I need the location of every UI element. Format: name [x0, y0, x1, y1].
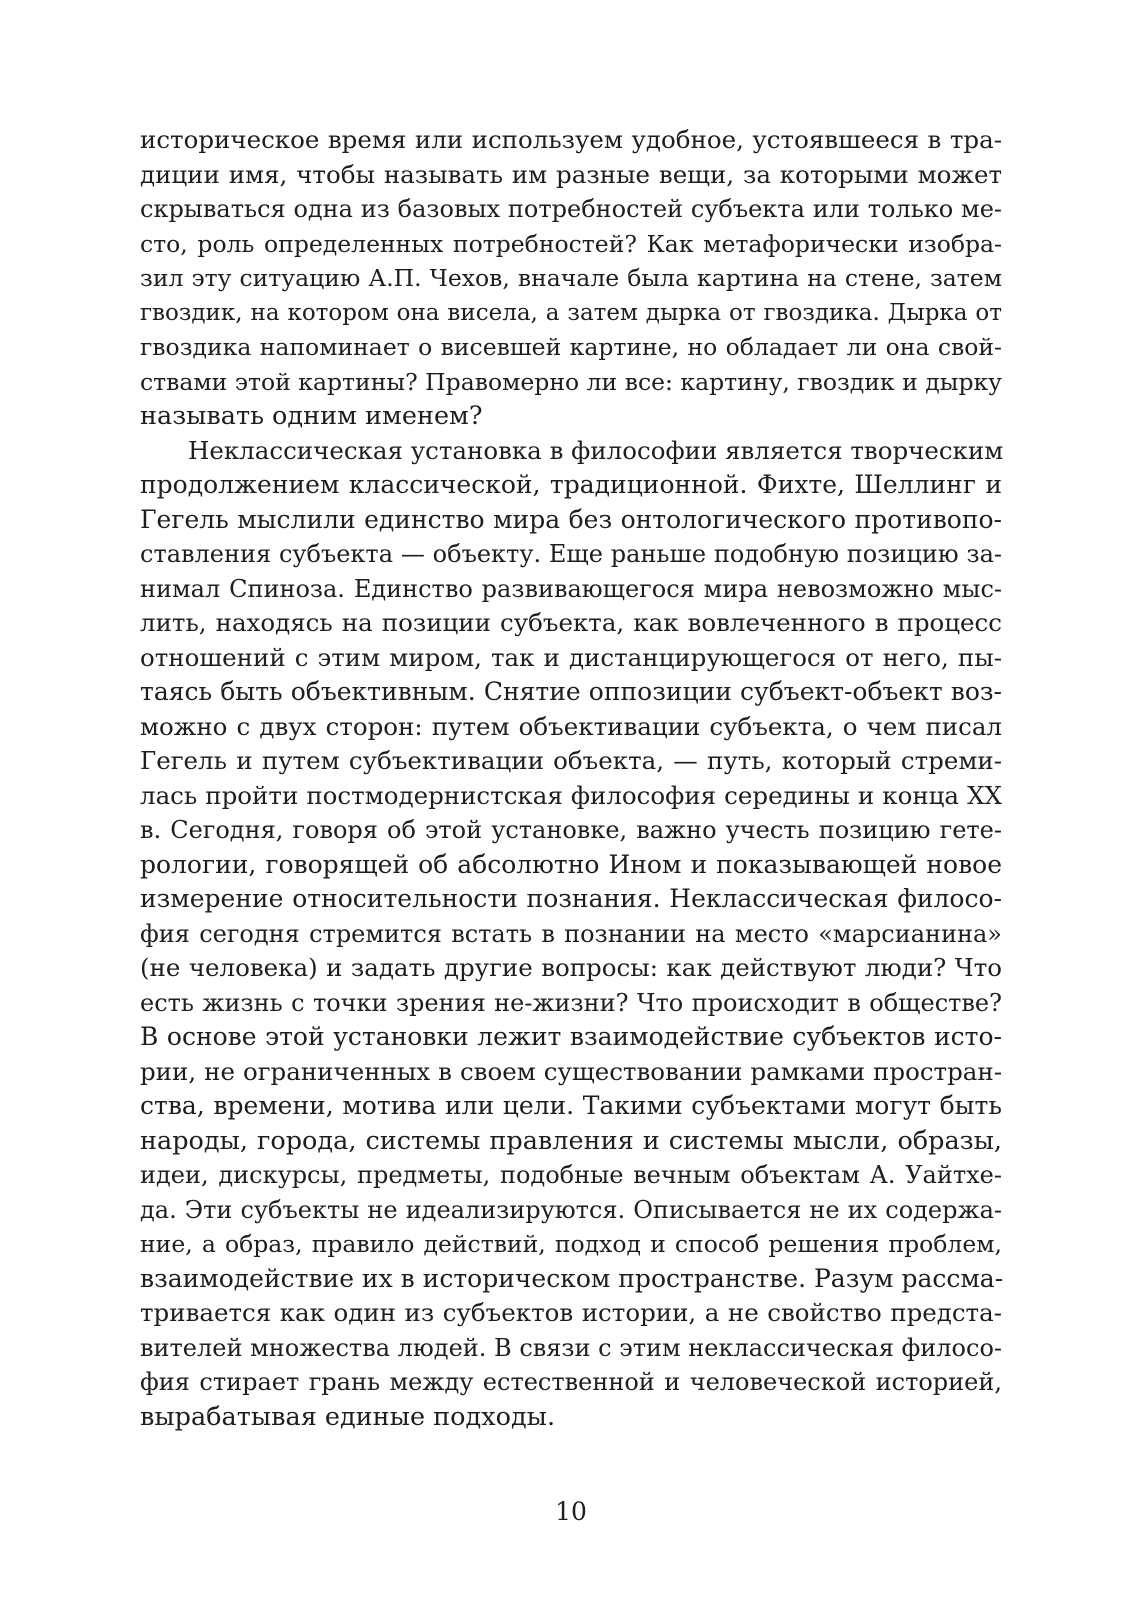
text-line: взаимодействие их в историческом пространстве. Разум рассма- [140, 1263, 1004, 1293]
text-line: вырабатывая единые подходы. [140, 1401, 556, 1432]
text-line: ние, а образ, правило действий, подход и способ решения проблем, [140, 1230, 1002, 1258]
text-line: называть одним именем? [140, 401, 483, 431]
text-line: измерение относительности познания. Неклассическая филосо- [140, 884, 1002, 913]
text-line: гвоздик, на котором она висела, а затем дырка от гвоздика. Дырка от [140, 299, 1002, 326]
paragraph-2 [140, 434, 1002, 1435]
text-line: фия сегодня стремится встать в познании на место «марсианина» [140, 919, 1002, 948]
text-line: скрываться одна из базовых потребностей субъекта или только ме- [140, 195, 1002, 223]
text-line: лить, находясь на позиции субъекта, как вовлеченного в процесс [140, 608, 1002, 637]
text-line: рии, не ограниченных в своем существовании рамками простран- [140, 1056, 1002, 1086]
text-line: можно с двух сторон: путем объективации субъекта, о чем писал [140, 711, 1002, 741]
text-line: продолжением классической, традиционной. Фихте, Шеллинг и [140, 470, 1002, 499]
text-line: нимал Спиноза. Единство развивающегося мира невозможно мыс- [140, 574, 1002, 603]
text-line: тривается как один из субъектов истории, а не свойство предста- [140, 1298, 1002, 1327]
text-line: Неклассическая установка в философии является творческим [188, 435, 1004, 465]
text-line: сто, роль определенных потребностей? Как метафорически изобра- [140, 229, 1002, 258]
text-line: ства, времени, мотива или цели. Такими субъектами могут быть [140, 1091, 1002, 1120]
text-line: зил эту ситуацию А.П. Чехов, вначале была картина на стене, затем [140, 264, 1002, 292]
text-line: да. Эти субъекты не идеализируются. Описывается не их содержа- [140, 1195, 1002, 1224]
text-line: лась пройти постмодернистская философия середины и конца XX [140, 780, 1002, 810]
page-body [140, 123, 1002, 1434]
text-line: ставления субъекта — объекту. Еще раньше подобную позицию за- [140, 540, 1002, 568]
text-line: отношений с этим миром, так и дистанцирующегося от него, пы- [140, 642, 1002, 672]
text-line: Гегель мыслили единство мира без онтологического противопо- [140, 504, 1002, 534]
text-line: народы, города, системы правления и системы мысли, образы, [140, 1125, 1002, 1156]
text-line: в. Сегодня, говоря об этой установке, важно учесть позицию гете- [140, 816, 1002, 844]
text-line: (не человека) и задать другие вопросы: как действуют люди? Что [140, 953, 1002, 982]
text-line: идеи, дискурсы, предметы, подобные вечным объектам А. Уайтхе- [140, 1161, 1002, 1189]
text-line: есть жизнь с точки зрения не-жизни? Что происходит в обществе? [140, 988, 1002, 1017]
text-line: фия стирает грань между естественной и человеческой историей, [140, 1368, 1002, 1396]
text-line: В основе этой установки лежит взаимодействие субъектов исто- [140, 1022, 1002, 1051]
page-number: 10 [555, 1497, 587, 1526]
text-line: рологии, говорящей об абсолютно Ином и показывающей новое [140, 849, 1002, 879]
text-line: Гегель и путем субъективации объекта, — путь, который стреми- [140, 746, 1002, 775]
text-line: диции имя, чтобы называть им разные вещи, за которыми может [140, 159, 1002, 189]
text-line: таясь быть объективным. Снятие оппозиции субъект-объект воз- [140, 677, 1002, 706]
paragraph-1 [140, 123, 1002, 434]
text-line: гвоздика напоминает о висевшей картине, но обладает ли она свой- [140, 333, 1002, 361]
text-line: вителей множества людей. В связи с этим неклассическая филосо- [140, 1333, 1002, 1362]
text-line: историческое время или используем удобное, устоявшееся в тра- [140, 125, 1002, 154]
text-line: ствами этой картины? Правомерно ли все: картину, гвоздик и дырку [140, 367, 1002, 396]
